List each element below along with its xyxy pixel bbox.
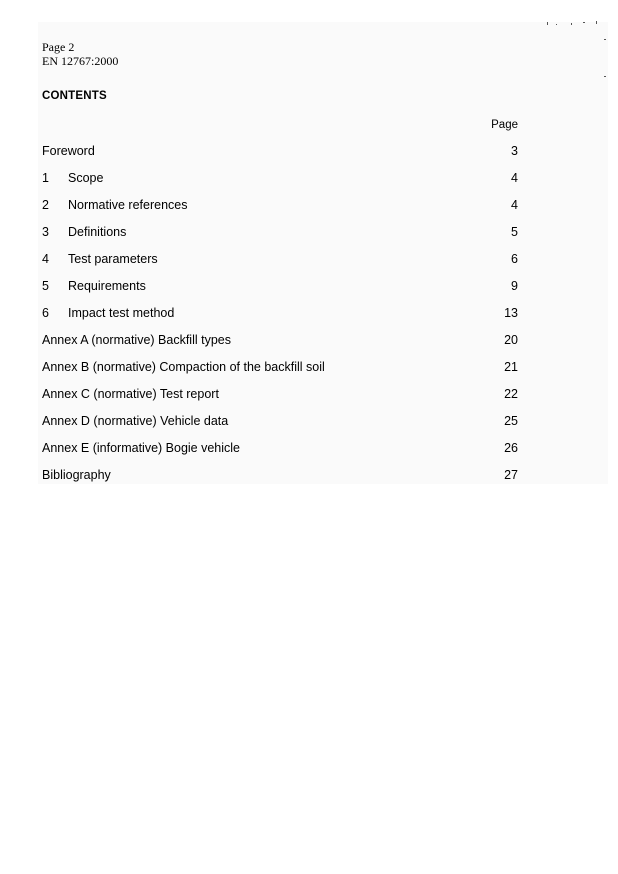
toc-entry-annex-e: [42, 439, 518, 466]
toc-entry-test-parameters: [42, 250, 518, 277]
toc-entry-page: 26: [504, 441, 518, 455]
toc-entry-impact-test-method: [42, 304, 518, 331]
page-number: Page 2: [42, 40, 75, 54]
standard-number: EN 12767:2000: [42, 54, 119, 68]
toc-entry-title: Test parameters: [68, 252, 158, 266]
toc-entry-page: 3: [511, 144, 518, 158]
table-of-contents: [42, 142, 518, 493]
contents-heading: CONTENTS: [42, 90, 107, 102]
toc-entry-title: Impact test method: [68, 306, 175, 320]
toc-entry-requirements: [42, 277, 518, 304]
toc-entry-number: 6: [42, 306, 49, 320]
toc-entry-page: 13: [504, 306, 518, 320]
toc-entry-title: Annex B (normative) Compaction of the backfill soil: [42, 360, 325, 374]
toc-entry-normative-references: [42, 196, 518, 223]
toc-entry-annex-c: [42, 385, 518, 412]
toc-entry-page: 6: [511, 252, 518, 266]
toc-entry-annex-a: [42, 331, 518, 358]
page-header: [42, 40, 118, 68]
toc-entry-title: Annex A (normative) Backfill types: [42, 333, 231, 347]
toc-entry-page: 5: [511, 225, 518, 239]
toc-entry-number: 4: [42, 252, 49, 266]
toc-entry-annex-d: [42, 412, 518, 439]
toc-entry-definitions: [42, 223, 518, 250]
toc-entry-page: 20: [504, 333, 518, 347]
scan-speck: [596, 21, 597, 24]
toc-entry-title: Requirements: [68, 279, 146, 293]
toc-entry-title: Annex E (informative) Bogie vehicle: [42, 441, 241, 455]
toc-entry-annex-b: [42, 358, 518, 385]
scan-speck: [604, 76, 606, 77]
toc-entry-title: Scope: [68, 171, 104, 185]
toc-entry-title: Bibliography: [42, 468, 111, 482]
toc-entry-scope: [42, 169, 518, 196]
toc-entry-page: 9: [511, 279, 518, 293]
toc-entry-title: Foreword: [42, 144, 95, 158]
toc-entry-title: Normative references: [68, 198, 188, 212]
toc-entry-page: 27: [504, 468, 518, 482]
toc-entry-page: 4: [511, 171, 518, 185]
scan-speck: [547, 22, 548, 25]
toc-entry-page: 22: [504, 387, 518, 401]
toc-entry-number: 5: [42, 279, 49, 293]
toc-entry-number: 3: [42, 225, 49, 239]
toc-entry-page: 25: [504, 414, 518, 428]
scan-speck: [583, 22, 585, 23]
toc-entry-page: 4: [511, 198, 518, 212]
toc-entry-bibliography: [42, 466, 518, 493]
toc-entry-foreword: [42, 142, 518, 169]
toc-entry-number: 1: [42, 171, 49, 185]
scan-speck: [571, 23, 572, 25]
toc-entry-number: 2: [42, 198, 49, 212]
toc-entry-title: Annex D (normative) Vehicle data: [42, 414, 229, 428]
scan-speck: [604, 39, 606, 40]
page-column-label: Page: [491, 119, 518, 131]
toc-entry-title: Annex C (normative) Test report: [42, 387, 219, 401]
toc-entry-title: Definitions: [68, 225, 127, 239]
toc-entry-page: 21: [504, 360, 518, 374]
scan-speck: [556, 24, 557, 25]
